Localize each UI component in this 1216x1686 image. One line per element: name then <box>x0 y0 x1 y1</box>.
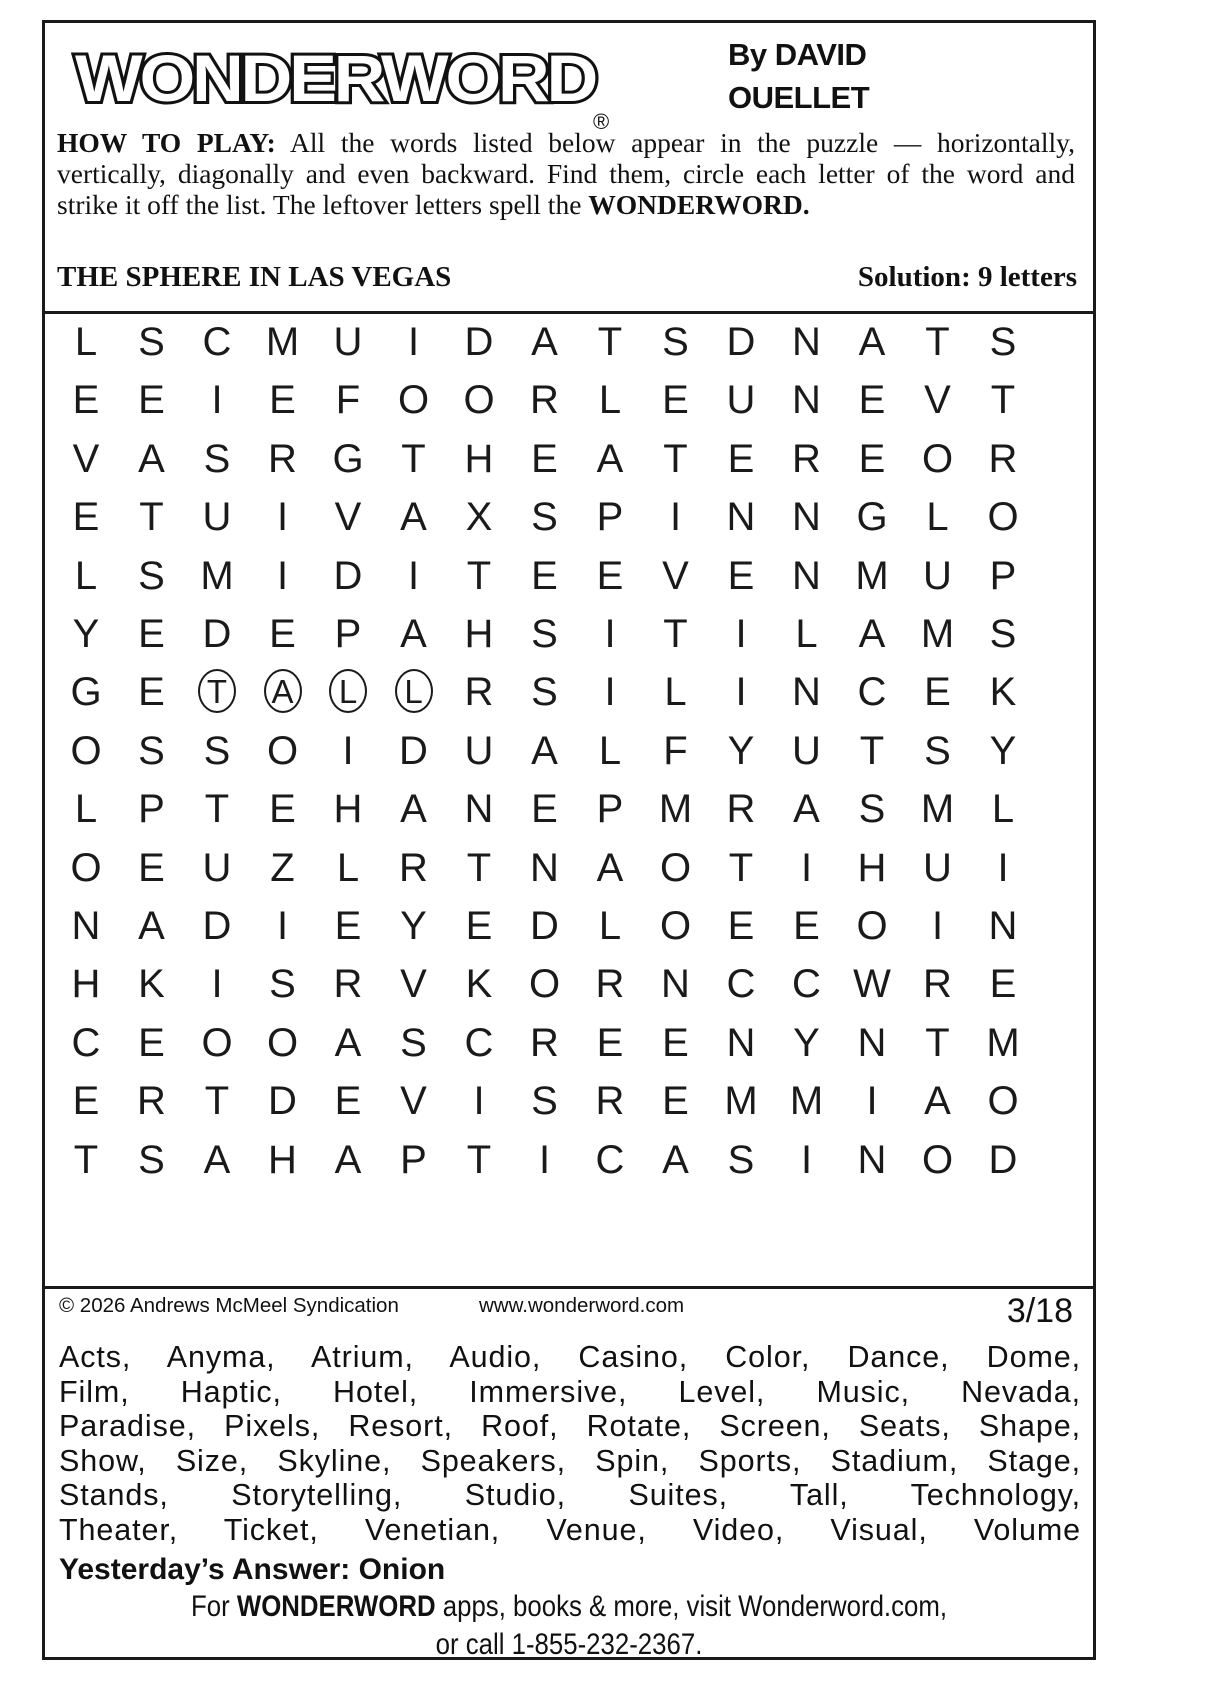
grid-letter[interactable]: E <box>531 436 558 481</box>
grid-letter[interactable]: G <box>856 495 888 540</box>
grid-letter[interactable]: I <box>342 728 354 773</box>
grid-letter[interactable]: Y <box>400 904 427 948</box>
grid-letter[interactable]: R <box>399 845 428 890</box>
grid-letter[interactable]: R <box>792 436 821 481</box>
grid-letter[interactable]: E <box>138 670 165 715</box>
grid-letter[interactable]: L <box>598 904 622 948</box>
grid-letter[interactable]: E <box>465 904 493 948</box>
grid-letter[interactable]: T <box>925 1020 950 1065</box>
grid-letter[interactable]: S <box>989 320 1017 364</box>
grid-letter[interactable]: N <box>792 378 821 423</box>
grid-letter[interactable]: A <box>400 612 427 656</box>
grid-letter[interactable]: D <box>202 904 232 948</box>
grid-letter[interactable]: E <box>989 962 1017 1007</box>
grid-letter[interactable]: U <box>792 728 821 773</box>
grid-letter[interactable]: N <box>71 904 101 948</box>
grid-letter[interactable]: Y <box>793 1020 820 1065</box>
grid-letter[interactable]: A <box>400 787 427 832</box>
grid-letter[interactable]: M <box>200 553 234 598</box>
grid-letter[interactable]: T <box>728 845 754 890</box>
grid-letter[interactable]: L <box>926 495 949 540</box>
grid-letter[interactable]: L <box>795 612 818 656</box>
grid-letter[interactable]: L <box>74 787 98 832</box>
grid-letter[interactable]: T <box>204 1079 230 1124</box>
grid-letter[interactable]: S <box>400 1020 427 1065</box>
grid-letter[interactable]: E <box>793 904 820 948</box>
wonderword-logo <box>67 29 627 137</box>
grid-letter[interactable]: H <box>333 787 363 832</box>
grid-letter[interactable]: F <box>663 728 688 773</box>
grid-letter[interactable]: E <box>858 436 886 481</box>
grid-letter[interactable]: I <box>800 1137 813 1182</box>
grid-letter[interactable]: R <box>137 1079 166 1124</box>
grid-letter[interactable]: P <box>989 553 1017 598</box>
grid-letter[interactable]: D <box>268 1079 297 1124</box>
how-to-play-label: HOW TO PLAY: <box>57 127 276 158</box>
grid-letter[interactable]: A <box>334 1137 362 1182</box>
grid-letter[interactable]: K <box>989 670 1017 715</box>
grid-letter[interactable]: R <box>268 436 297 481</box>
grid-letter[interactable]: I <box>276 904 289 948</box>
grid-letter[interactable]: A <box>203 1137 231 1182</box>
grid-letter[interactable]: T <box>663 612 688 656</box>
grid-letter[interactable]: R <box>988 436 1018 481</box>
word-list-line: Show, Size, Skyline, Speakers, Spin, Sports, Stadium, Stage, <box>59 1443 1081 1478</box>
grid-letter[interactable]: T <box>139 495 164 540</box>
grid-letter[interactable]: U <box>202 495 232 540</box>
grid-letter[interactable]: S <box>203 728 231 773</box>
grid-letter[interactable]: N <box>792 553 821 598</box>
grid-letter[interactable]: E <box>138 845 165 890</box>
grid-letter[interactable]: P <box>596 787 624 832</box>
puzzle-footer <box>45 1288 1093 1660</box>
grid-letter[interactable]: D <box>988 1137 1018 1182</box>
grid-letter[interactable]: M <box>920 612 955 656</box>
grid-letter[interactable]: E <box>72 378 100 423</box>
word-list-line: Stands, Storytelling, Studio, Suites, Tall, Technology, <box>59 1478 1081 1512</box>
grid-letter[interactable]: I <box>800 845 813 890</box>
grid-letter[interactable]: N <box>792 495 821 540</box>
how-to-play-end: WONDERWORD. <box>588 189 810 220</box>
grid-letter[interactable]: I <box>211 378 223 423</box>
grid-letter[interactable]: E <box>531 553 558 598</box>
grid-letter[interactable]: S <box>138 728 165 773</box>
grid-letter[interactable]: I <box>997 845 1009 890</box>
grid-letter[interactable]: I <box>669 495 682 540</box>
grid-letter[interactable]: N <box>792 670 821 715</box>
grid-letter[interactable]: V <box>662 553 689 598</box>
grid-letter[interactable]: O <box>70 845 102 890</box>
grid-letter[interactable]: I <box>604 670 616 715</box>
how-to-play-text: All the words listed below appear in the puzzle — horizontally, vertically, diagonally and even backward. Find them, circle each letter of the word and strike it off the list. The leftover letters spell the <box>57 127 1076 220</box>
puzzle-frame <box>42 20 1096 1660</box>
grid-letter[interactable]: T <box>401 436 426 481</box>
grid-letter[interactable]: C <box>71 1020 101 1065</box>
grid-letter[interactable]: S <box>269 962 296 1007</box>
grid-letter[interactable]: S <box>924 728 951 773</box>
grid-letter[interactable]: E <box>334 1079 362 1124</box>
grid-letter[interactable]: P <box>138 787 165 832</box>
grid-letter[interactable]: E <box>727 904 755 948</box>
grid-letter[interactable]: T <box>73 1137 99 1182</box>
grid-letter[interactable]: O <box>659 904 692 948</box>
registered-mark: ® <box>593 109 610 134</box>
grid-letter[interactable]: T <box>466 1137 492 1182</box>
puzzle-header <box>45 23 1093 316</box>
logo-text: WONDERWORD <box>75 41 596 115</box>
grid-letter[interactable]: T <box>663 436 688 481</box>
grid-letter[interactable]: E <box>858 378 886 423</box>
grid-letter[interactable]: N <box>661 962 690 1007</box>
promo-pre: For <box>190 1590 230 1623</box>
promo-brand: WONDERWORD <box>236 1590 436 1623</box>
grid-letter[interactable]: H <box>71 962 101 1007</box>
grid-letter[interactable]: V <box>334 495 362 540</box>
grid-letter[interactable]: E <box>924 670 951 715</box>
grid-letter[interactable]: S <box>138 553 165 598</box>
grid-letter[interactable]: O <box>921 1137 954 1182</box>
grid-letter[interactable]: N <box>988 904 1018 948</box>
grid-letter[interactable]: K <box>138 962 165 1007</box>
grid-letter[interactable]: E <box>662 1020 689 1065</box>
grid-letter[interactable]: E <box>138 1020 165 1065</box>
grid-letter[interactable]: I <box>407 320 420 364</box>
grid-letter[interactable]: A <box>531 320 558 364</box>
grid-letter[interactable]: V <box>400 962 427 1007</box>
grid-letter[interactable]: M <box>724 1079 758 1124</box>
grid-letter[interactable]: E <box>596 553 624 598</box>
grid-letter[interactable]: A <box>400 495 427 540</box>
grid-letter[interactable]: U <box>923 553 952 598</box>
grid-letter[interactable]: E <box>662 1079 689 1124</box>
grid-letter[interactable]: O <box>70 728 102 773</box>
grid-letter[interactable]: E <box>138 378 165 423</box>
grid-letter[interactable]: E <box>531 787 558 832</box>
grid-letter[interactable]: H <box>857 845 887 890</box>
grid-letter[interactable]: C <box>595 1137 625 1182</box>
grid-letter[interactable]: U <box>333 320 363 364</box>
grid-letter[interactable]: A <box>858 320 886 364</box>
yesterdays-answer: Yesterday’s Answer: Onion <box>59 1553 446 1586</box>
grid-letter[interactable]: N <box>857 1020 887 1065</box>
grid-letter[interactable]: A <box>138 436 165 481</box>
grid-letter[interactable]: S <box>727 1137 755 1182</box>
grid-letter[interactable]: C <box>726 962 756 1007</box>
grid-letter[interactable]: D <box>399 728 428 773</box>
word-list-line: Paradise, Pixels, Resort, Roof, Rotate, Screen, Seats, Shape, <box>59 1409 1081 1443</box>
grid-letter[interactable]: I <box>407 553 420 598</box>
grid-letter[interactable]: Y <box>989 728 1017 773</box>
grid-letter[interactable]: S <box>531 1079 558 1124</box>
puzzle-theme: THE SPHERE IN LAS VEGAS <box>57 261 452 293</box>
grid-letter[interactable]: O <box>856 904 888 948</box>
grid-letter[interactable]: E <box>269 787 296 832</box>
grid-letter[interactable]: D <box>333 553 363 598</box>
grid-letter[interactable]: A <box>793 787 820 832</box>
grid-letter[interactable]: A <box>596 845 624 890</box>
grid-letter-circled[interactable]: A <box>251 663 315 721</box>
grid-letter[interactable]: A <box>531 728 558 773</box>
grid-letter[interactable]: U <box>464 728 494 773</box>
grid-letter[interactable]: R <box>923 962 952 1007</box>
grid-letter[interactable]: E <box>72 1079 100 1124</box>
promo-post: apps, books & more, visit Wonderword.com, <box>442 1590 948 1623</box>
grid-letter[interactable]: T <box>466 845 492 890</box>
grid-letter[interactable]: X <box>465 495 493 540</box>
grid-letter[interactable]: O <box>463 378 495 423</box>
grid-letter[interactable]: I <box>866 1079 878 1124</box>
grid-letter[interactable]: O <box>987 495 1019 540</box>
grid-letter[interactable]: N <box>857 1137 887 1182</box>
grid-letter[interactable]: E <box>269 378 296 423</box>
grid-letter[interactable]: N <box>726 1020 756 1065</box>
grid-letter[interactable]: H <box>464 612 494 656</box>
grid-letter[interactable]: S <box>203 436 231 481</box>
grid-letter[interactable]: Z <box>270 845 295 890</box>
grid-letter[interactable]: I <box>931 904 944 948</box>
grid-letter[interactable]: L <box>336 845 360 890</box>
website-link[interactable]: www.wonderword.com <box>479 1294 685 1317</box>
grid-letter[interactable]: C <box>202 320 232 364</box>
grid-letter[interactable]: I <box>276 495 289 540</box>
grid-letter[interactable]: Y <box>727 728 755 773</box>
theme-row <box>57 261 1077 301</box>
grid-letter[interactable]: T <box>859 728 885 773</box>
grid-letter[interactable]: T <box>925 320 950 364</box>
grid-letter[interactable]: G <box>70 670 102 715</box>
grid-letter[interactable]: I <box>735 612 747 656</box>
grid-letter[interactable]: D <box>202 612 232 656</box>
grid-letter[interactable]: R <box>333 962 363 1007</box>
grid-letter[interactable]: M <box>789 1079 824 1124</box>
grid-letter[interactable]: S <box>138 320 165 364</box>
grid-letter[interactable]: L <box>991 787 1015 832</box>
grid-letter[interactable]: E <box>727 553 755 598</box>
grid-letter[interactable]: P <box>400 1137 427 1182</box>
grid-letter-circled[interactable]: L <box>382 663 446 721</box>
grid-letter[interactable]: I <box>473 1079 485 1124</box>
puzzle-date: 3/18 <box>1006 1292 1073 1330</box>
grid-letter[interactable]: D <box>530 904 559 948</box>
grid-letter[interactable]: T <box>204 787 230 832</box>
word-list-line: Acts, Anyma, Atrium, Audio, Casino, Color, Dance, Dome, <box>59 1340 1081 1374</box>
grid-letter[interactable]: S <box>989 612 1017 656</box>
grid-letter-circled[interactable]: T <box>185 663 249 721</box>
grid-letter[interactable]: S <box>858 787 886 832</box>
grid-letter[interactable]: T <box>466 553 492 598</box>
grid-letter[interactable]: R <box>530 1020 559 1065</box>
grid-letter[interactable]: H <box>268 1137 297 1182</box>
grid-letter[interactable]: M <box>658 787 693 832</box>
grid-letter[interactable]: A <box>858 612 886 656</box>
grid-letter[interactable]: E <box>662 378 689 423</box>
grid-letter[interactable]: M <box>986 1020 1020 1065</box>
how-to-play <box>57 127 1075 220</box>
grid-letter[interactable]: S <box>138 1137 165 1182</box>
grid-letter[interactable]: L <box>74 553 98 598</box>
promo-line-2: or call 1-855-232-2367. <box>435 1628 703 1661</box>
promo-text <box>118 1588 1019 1664</box>
grid-letter[interactable]: R <box>464 670 494 715</box>
grid-letter[interactable]: R <box>530 378 559 423</box>
grid-letter[interactable]: V <box>72 436 100 481</box>
grid-letter[interactable]: A <box>596 436 624 481</box>
grid-letter[interactable]: I <box>276 553 289 598</box>
word-list-line: Film, Haptic, Hotel, Immersive, Level, Music, Nevada, <box>59 1374 1081 1409</box>
grid-letter[interactable]: K <box>465 962 493 1007</box>
word-list <box>59 1340 1081 1547</box>
grid-letter[interactable]: G <box>332 436 364 481</box>
copyright-notice: © 2026 Andrews McMeel Syndication <box>59 1294 399 1317</box>
grid-letter[interactable]: F <box>335 378 361 423</box>
grid-letter[interactable]: D <box>464 320 494 364</box>
grid-letter[interactable]: N <box>792 320 821 364</box>
letter-grid <box>45 313 1093 1288</box>
grid-letter[interactable]: A <box>924 1079 951 1124</box>
grid-letter[interactable]: C <box>464 1020 494 1065</box>
grid-letter-circled[interactable]: L <box>316 663 380 721</box>
grid-letter[interactable]: Y <box>72 612 100 656</box>
grid-letter[interactable]: I <box>735 670 747 715</box>
grid-letter[interactable]: O <box>659 845 692 890</box>
grid-letter[interactable]: M <box>855 553 889 598</box>
grid-letter[interactable]: E <box>727 436 755 481</box>
grid-letter[interactable]: A <box>662 1137 689 1182</box>
word-list-line: Theater, Ticket, Venetian, Venue, Video, Visual, Volume <box>59 1512 1081 1547</box>
grid-letter[interactable]: M <box>920 787 955 832</box>
grid-letter[interactable]: H <box>464 436 494 481</box>
grid-letter[interactable]: L <box>598 378 622 423</box>
grid-letter[interactable]: U <box>202 845 232 890</box>
grid-letter[interactable]: E <box>269 612 296 656</box>
promo-line-1 <box>118 1588 1019 1626</box>
grid-letter[interactable]: T <box>990 378 1016 423</box>
grid-letter[interactable]: U <box>923 845 952 890</box>
grid-letter[interactable]: V <box>924 378 951 423</box>
grid-letter[interactable]: V <box>400 1079 427 1124</box>
grid-letter[interactable]: S <box>531 670 558 715</box>
grid-letter[interactable]: D <box>726 320 756 364</box>
grid-letter[interactable]: L <box>598 728 622 773</box>
grid-letter[interactable]: I <box>211 962 223 1007</box>
grid-letter[interactable]: R <box>595 1079 625 1124</box>
grid-letter[interactable]: C <box>792 962 821 1007</box>
grid-letter[interactable]: O <box>528 962 561 1007</box>
grid-letter[interactable]: A <box>138 904 165 948</box>
grid-letter[interactable]: U <box>726 378 756 423</box>
grid-letter[interactable]: R <box>726 787 756 832</box>
grid-letter[interactable]: O <box>266 1020 299 1065</box>
grid-letter[interactable]: R <box>595 962 625 1007</box>
grid-letter[interactable]: E <box>334 904 362 948</box>
grid-letter[interactable]: S <box>662 320 689 364</box>
grid-letter[interactable]: L <box>664 670 687 715</box>
grid-letter[interactable]: E <box>138 612 165 656</box>
grid-letter[interactable]: S <box>531 612 558 656</box>
grid-letter[interactable]: O <box>921 436 954 481</box>
grid-letter[interactable]: I <box>604 612 616 656</box>
grid-letter[interactable]: O <box>397 378 430 423</box>
grid-letter[interactable]: P <box>334 612 362 656</box>
grid-letter[interactable]: N <box>530 845 559 890</box>
grid-letter[interactable]: L <box>74 320 98 364</box>
grid-letter[interactable]: C <box>857 670 887 715</box>
grid-letter[interactable]: O <box>987 1079 1019 1124</box>
grid-letter[interactable]: O <box>266 728 299 773</box>
author-line-2: OUELLET <box>728 80 870 115</box>
grid-letter[interactable]: S <box>531 495 558 540</box>
grid-letter[interactable]: P <box>596 495 624 540</box>
author-byline <box>728 33 968 119</box>
grid-letter[interactable]: N <box>464 787 494 832</box>
grid-letter[interactable]: E <box>72 495 100 540</box>
grid-letter[interactable]: E <box>596 1020 624 1065</box>
grid-letter[interactable]: I <box>538 1137 551 1182</box>
grid-letter[interactable]: T <box>597 320 623 364</box>
grid-letter[interactable]: N <box>726 495 756 540</box>
grid-letter[interactable]: A <box>334 1020 362 1065</box>
author-line-1: By DAVID <box>728 37 867 72</box>
grid-letter[interactable]: M <box>265 320 300 364</box>
grid-letter[interactable]: W <box>853 962 891 1007</box>
solution-length: Solution: 9 letters <box>857 261 1077 293</box>
grid-letter[interactable]: O <box>201 1020 233 1065</box>
